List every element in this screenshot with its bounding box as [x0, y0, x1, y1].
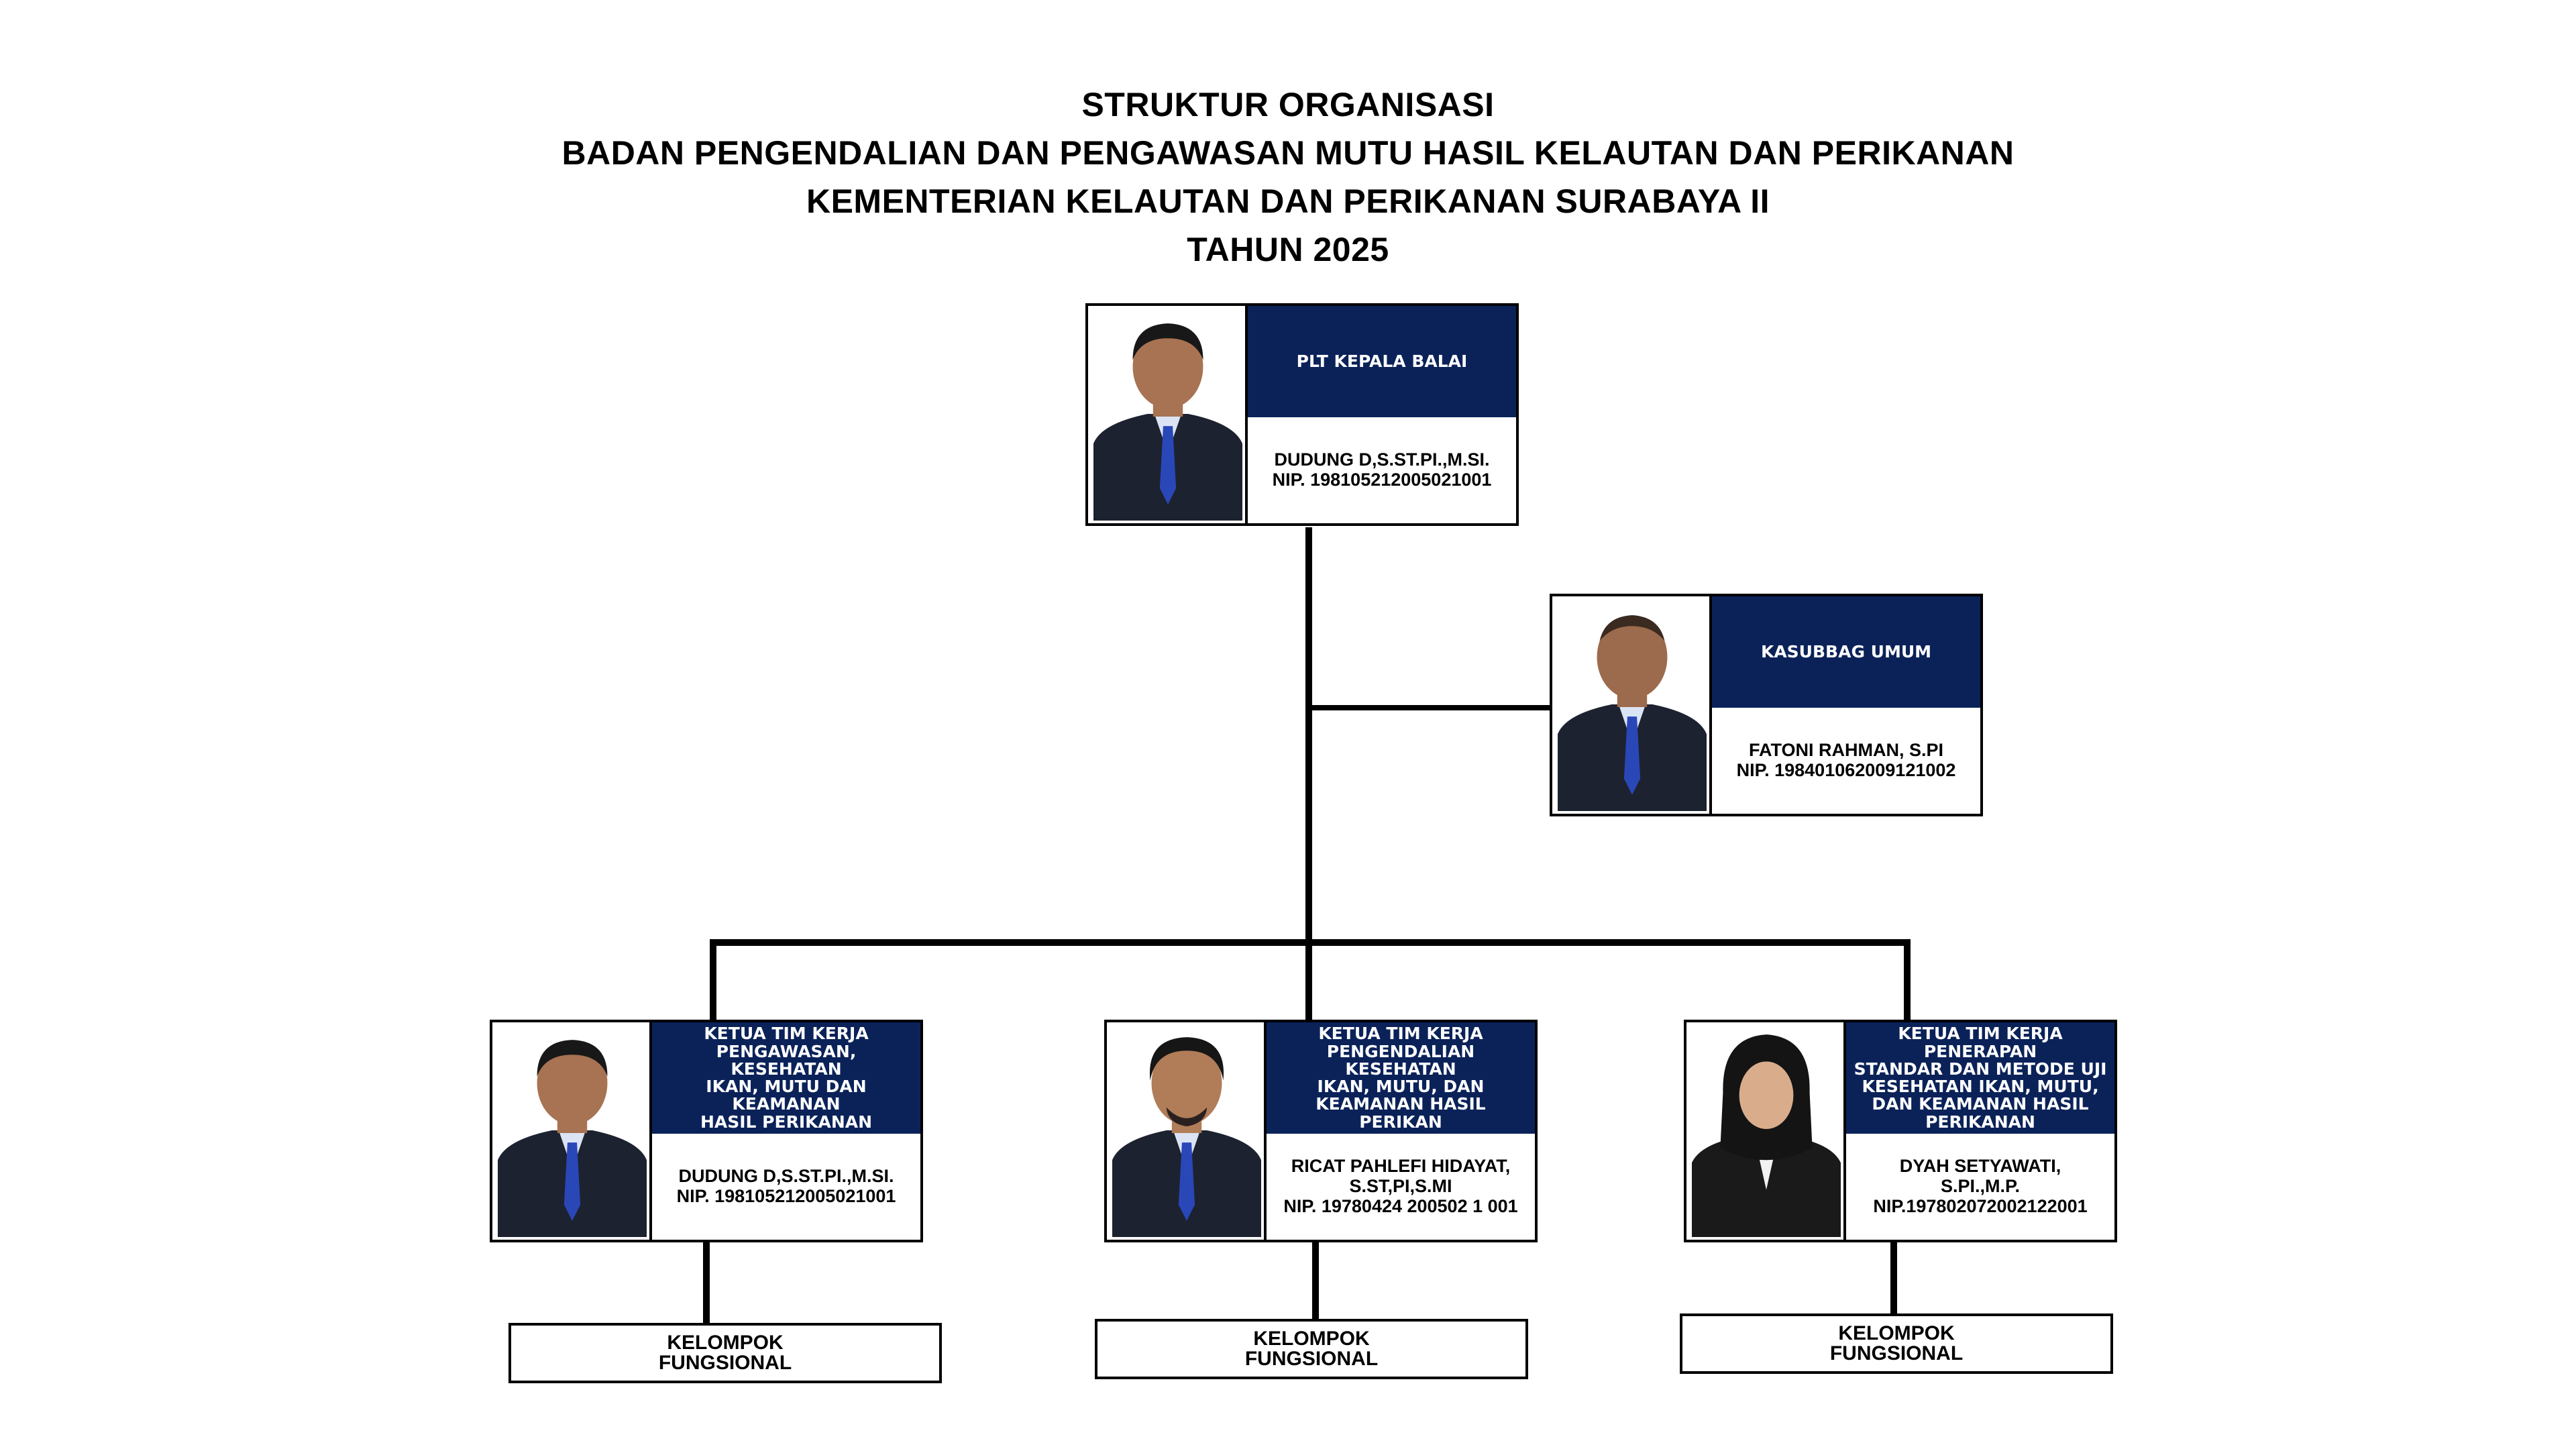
connector-team-horizontal [710, 939, 1911, 946]
title-line-4: TAHUN 2025 [1187, 231, 1389, 268]
connector-fg-left [703, 1240, 710, 1323]
portrait-photo-kasubbag [1558, 602, 1707, 811]
connector-team-left-drop [710, 939, 716, 1020]
card-team-pengawasan [490, 1020, 923, 1242]
connector-fg-right [1890, 1240, 1897, 1313]
portrait-photo-team-3 [1692, 1028, 1841, 1237]
role-title: KASUBBAG UMUM [1712, 596, 1980, 708]
person-name: DYAH SETYAWATI, S.PI.,M.P. [1899, 1156, 2061, 1197]
connector-fg-middle [1312, 1240, 1319, 1319]
card-plt-kepala-balai [1085, 303, 1519, 526]
kelompok-fungsional-box-2: KELOMPOK FUNGSIONAL [1095, 1319, 1528, 1379]
kelompok-fungsional-box-1: KELOMPOK FUNGSIONAL [508, 1323, 942, 1383]
person-nip: NIP. 198401062009121002 [1736, 760, 1956, 780]
person-nip: NIP. 19780424 200502 1 001 [1283, 1195, 1518, 1216]
card-kasubbag-umum [1550, 594, 1983, 816]
portrait-photo-head [1093, 311, 1242, 521]
title-line-2: BADAN PENGENDALIAN DAN PENGAWASAN MUTU HASIL KELAUTAN DAN PERIKANAN [561, 134, 2015, 172]
person-info [652, 1134, 920, 1240]
title-line-3: KEMENTERIAN KELAUTAN DAN PERIKANAN SURABAYA II [806, 182, 1770, 220]
person-info [1248, 417, 1516, 523]
kelompok-fungsional-box-3: KELOMPOK FUNGSIONAL [1680, 1313, 2113, 1374]
person-nip: NIP.197802072002122001 [1873, 1195, 2088, 1216]
person-name: DUDUNG D,S.ST.PI.,M.SI. [678, 1166, 894, 1187]
person-nip: NIP. 198105212005021001 [676, 1186, 896, 1206]
title-line-1: STRUKTUR ORGANISASI [1081, 86, 1495, 123]
portrait-photo-team-1 [498, 1028, 647, 1237]
person-name: FATONI RAHMAN, S.PI [1748, 740, 1943, 761]
person-info [1267, 1134, 1535, 1240]
role-title: KETUA TIM KERJA PENERAPAN STANDAR DAN METODE UJI KESEHATAN IKAN, MUTU, DAN KEAMANAN HASIL PERIKANAN [1846, 1022, 2114, 1134]
person-nip: NIP. 198105212005021001 [1272, 470, 1492, 490]
person-name: DUDUNG D,S.ST.PI.,M.SI. [1274, 449, 1490, 470]
card-team-pengendalian [1104, 1020, 1538, 1242]
person-info [1846, 1134, 2114, 1240]
person-info [1712, 708, 1980, 814]
person-name: RICAT PAHLEFI HIDAYAT, S.ST,PI,S.MI [1291, 1156, 1511, 1197]
role-title: PLT KEPALA BALAI [1248, 306, 1516, 417]
connector-team-right-drop [1904, 939, 1911, 1020]
portrait-photo-team-2 [1112, 1028, 1261, 1237]
role-title: KETUA TIM KERJA PENGENDALIAN KESEHATAN IKAN, MUTU, DAN KEAMANAN HASIL PERIKAN [1267, 1022, 1535, 1134]
card-team-penerapan-standar [1684, 1020, 2117, 1242]
connector-kasubbag-branch [1305, 705, 1550, 710]
role-title: KETUA TIM KERJA PENGAWASAN, KESEHATAN IKAN, MUTU DAN KEAMANAN HASIL PERIKANAN [652, 1022, 920, 1134]
